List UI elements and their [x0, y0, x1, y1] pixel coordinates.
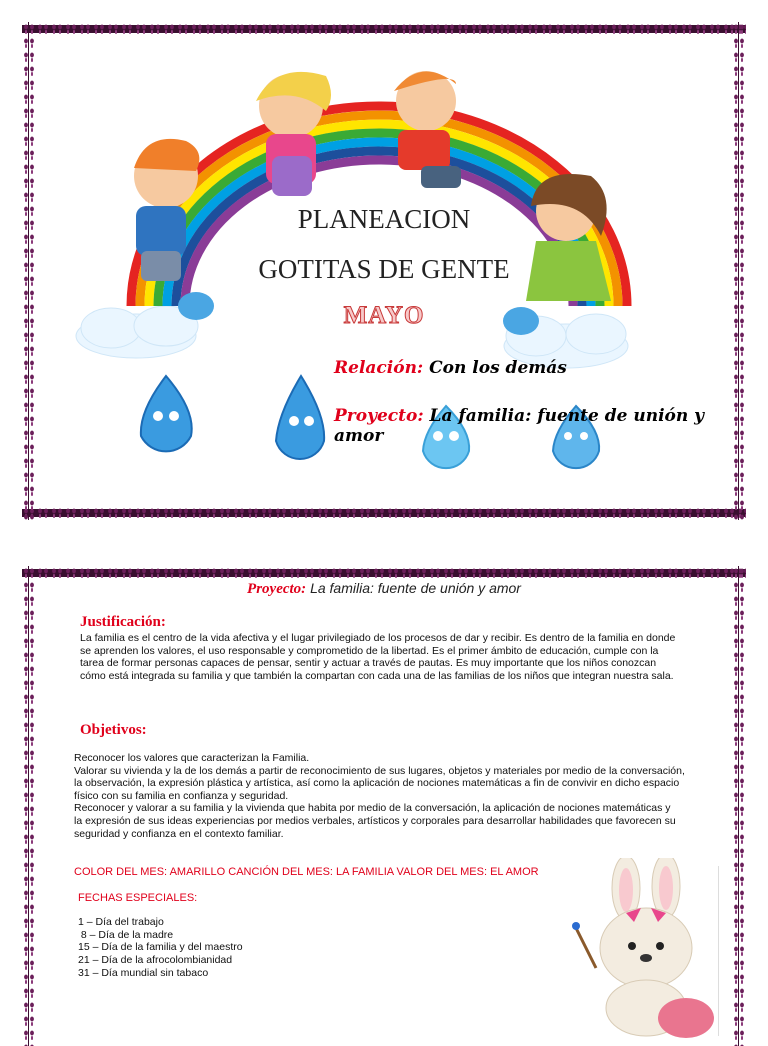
butterfly-border-right: [732, 566, 746, 1046]
special-date-item: 31 – Día mundial sin tabaco: [78, 966, 209, 979]
justification-text: [80, 632, 730, 682]
project-line: [334, 406, 732, 446]
month-info: COLOR DEL MES: AMARILLO CANCIÓN DEL MES: LA FAMILIA VALOR DEL MES: EL AMOR: [74, 866, 539, 878]
objective-line: Valorar su vivienda y la de los demás a partir de reconocimiento de sus lugares, objetos y materiales por medio de la conversación,: [74, 764, 685, 777]
butterfly-border-top: [22, 22, 746, 36]
butterfly-border-bottom: [22, 506, 746, 520]
special-date-item: 1 – Día del trabajo: [78, 916, 164, 928]
justification-heading: Justificación:: [80, 614, 166, 630]
project-value: La familia: fuente de unión y amor: [334, 406, 705, 446]
content-page: [22, 566, 746, 1046]
butterfly-border-right: [732, 22, 746, 520]
special-date-item: 21 – Día de la afrocolombianidad: [78, 954, 233, 967]
objective-line: Reconocer y valorar a su familia y la vivienda que habita por medio de la conversación, la aplicación de nociones matemáticas y: [74, 802, 671, 815]
project-heading: [36, 580, 732, 598]
relation-label: Relación:: [334, 358, 424, 378]
objective-line: Reconocer los valores que caracterizan la Familia.: [74, 752, 310, 764]
objective-line: físico con su familia en confianza y seguridad.: [74, 789, 289, 802]
objectives-heading: Objetivos:: [80, 722, 147, 738]
special-date-item: 8 – Día de la madre: [78, 928, 174, 941]
bunny-illustration: [566, 858, 726, 1038]
justification-line: se aprenden los valores, el uso responsable y comprometido de la libertad. Es el primer ámbito de educación, cumple con la: [80, 644, 659, 657]
justification-line: La familia es el centro de la vida afectiva y el lugar privilegiado de los procesos de dar y recibir. Es dentro de la familia en donde: [80, 632, 676, 644]
special-dates-list: [78, 916, 243, 980]
special-date-item: 15 – Día de la familia y del maestro: [78, 941, 243, 954]
justification-line: tarea de formar personas capaces de pensar, sentir y actuar a través de pautas. Es muy importante que los niños conozcan: [80, 657, 657, 670]
justification-line: cómo está integrada su familia y que también la compartan con cada una de las familias de los niños que integran nuestra sala.: [80, 669, 674, 682]
content-body: [36, 580, 732, 1032]
relation-line: [334, 358, 567, 378]
special-dates-heading: FECHAS ESPECIALES:: [78, 892, 198, 904]
objective-line: seguridad y confianza en el contexto familiar.: [74, 827, 284, 840]
objectives-text: [74, 752, 730, 840]
project-label: Proyecto:: [334, 406, 424, 426]
project-heading-value: La familia: fuente de unión y amor: [310, 580, 521, 596]
butterfly-border-top: [22, 566, 746, 580]
cover-title-line1: PLANEACION: [297, 204, 471, 234]
butterfly-border-left: [22, 566, 36, 1046]
cover-month: MAYO: [343, 302, 425, 329]
butterfly-border-left: [22, 22, 36, 520]
project-heading-label: Proyecto:: [247, 581, 307, 597]
cover-page: [22, 22, 746, 520]
objective-line: la expresión de sus ideas experiencias por medios verbales, artísticos y corporales para desarrollar habilidades que favorecen su: [74, 814, 676, 827]
objective-line: la observación, la expresión plástica y artística, así como la aplicación de nociones matemáticas a fin de convivir en dicho espacio: [74, 777, 680, 790]
cover-illustration: [36, 36, 732, 506]
relation-value: Con los demás: [429, 358, 567, 378]
cover-title-line2: GOTITAS DE GENTE: [258, 254, 510, 284]
